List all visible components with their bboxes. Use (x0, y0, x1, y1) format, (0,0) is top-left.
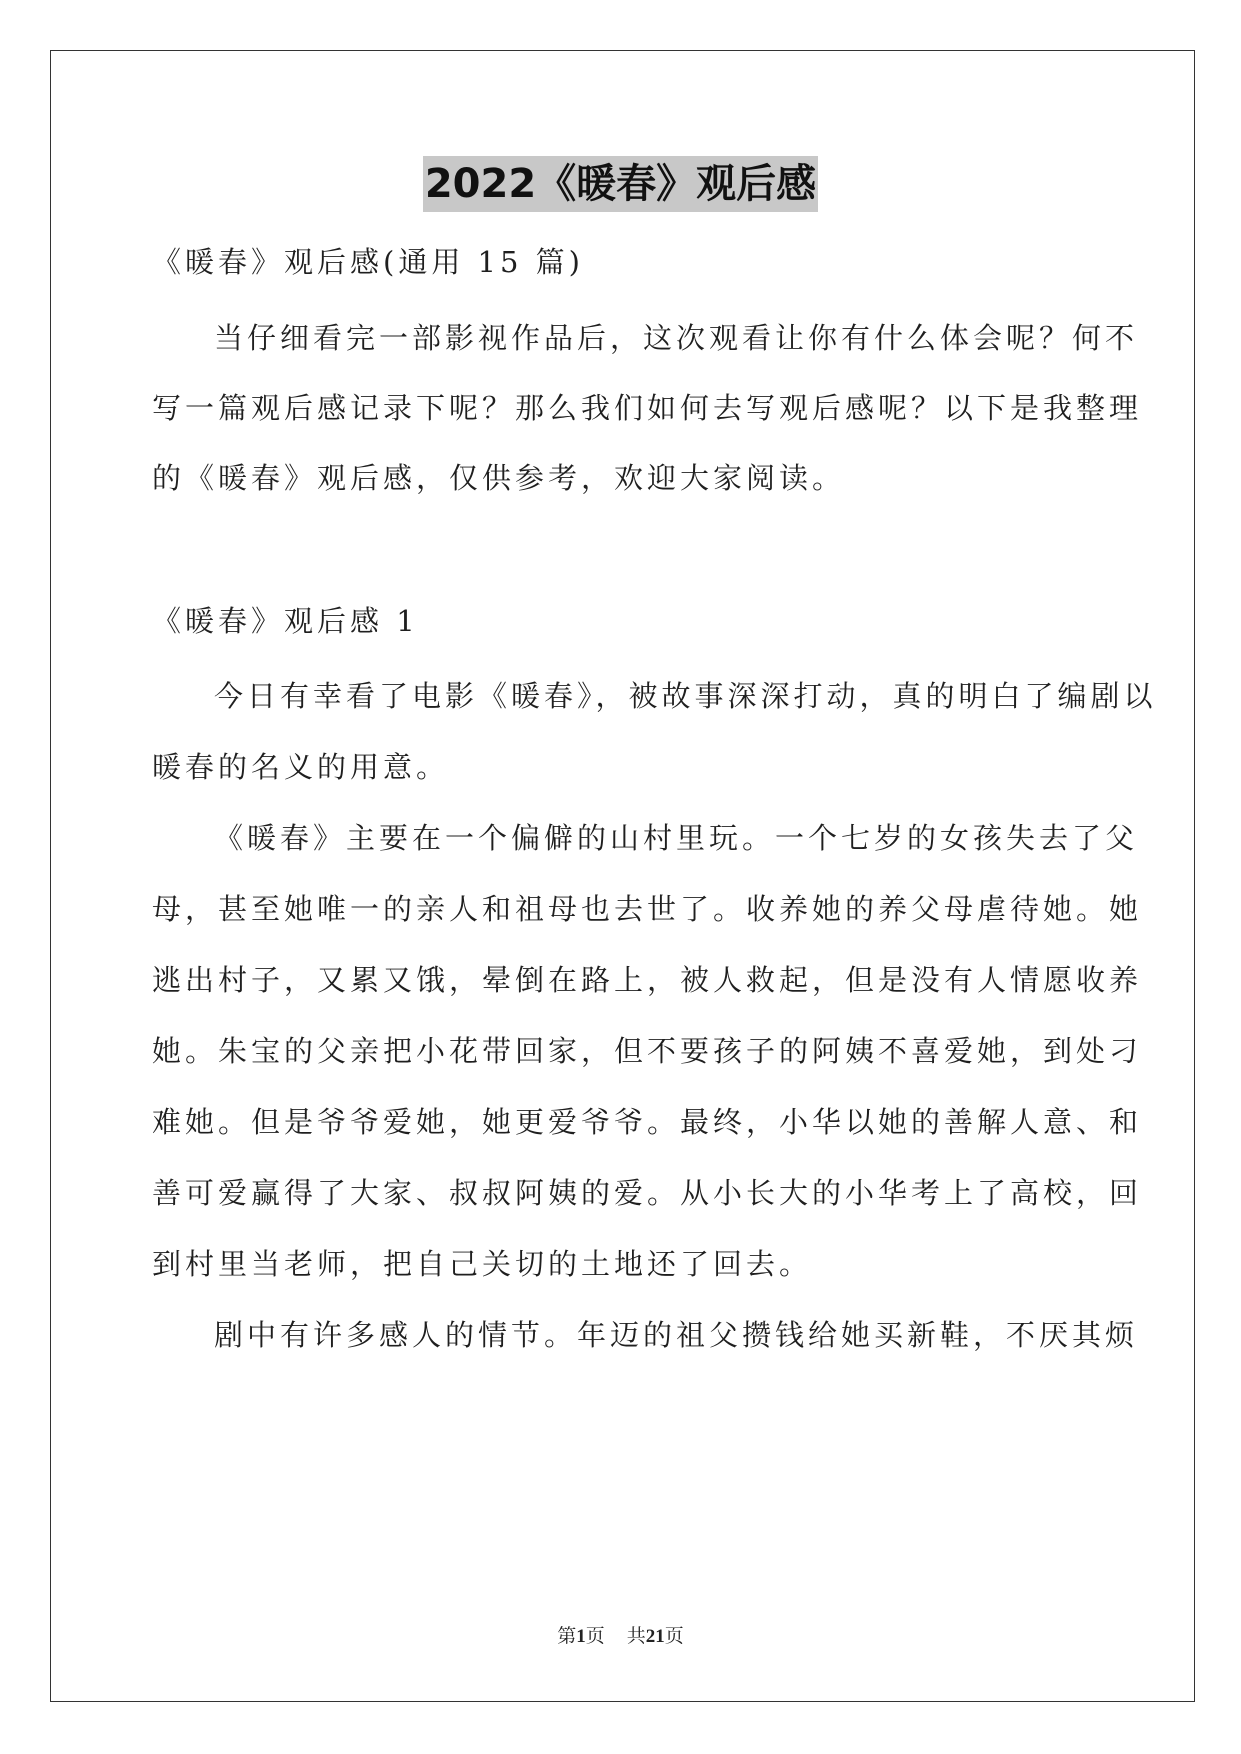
page-number: 1 (576, 1626, 586, 1647)
paragraph-line: 到村里当老师，把自己关切的土地还了回去。 (152, 1247, 813, 1281)
paragraph-line: 暖春的名义的用意。 (152, 750, 450, 784)
intro-paragraph (152, 316, 1143, 501)
total-prefix: 共 (626, 1626, 646, 1647)
paragraph-line: 当仔细看完一部影视作品后，这次观看让你有什么体会呢？何不 (214, 321, 1139, 355)
paragraph-line: 善可爱赢得了大家、叔叔阿姨的爱。从小长大的小华考上了高校，回 (152, 1176, 1143, 1210)
paragraph-line: 写一篇观后感记录下呢？那么我们如何去写观后感呢？以下是我整理 (152, 391, 1143, 425)
section-heading: 《暖春》观后感 1 (152, 604, 419, 638)
total-pages: 21 (645, 1626, 665, 1647)
paragraph-line: 她。朱宝的父亲把小花带回家，但不要孩子的阿姨不喜爱她，到处刁 (152, 1034, 1143, 1068)
paragraph-1 (152, 674, 1157, 790)
total-suffix: 页 (664, 1626, 684, 1647)
paragraph-line: 逃出村子，又累又饿，晕倒在路上，被人救起，但是没有人情愿收养 (152, 963, 1143, 997)
title-container (0, 156, 1241, 212)
document-subtitle: 《暖春》观后感(通用 15 篇) (152, 245, 584, 279)
paragraph-3 (152, 1313, 1139, 1358)
paragraph-line: 母，甚至她唯一的亲人和祖母也去世了。收养她的养父母虐待她。她 (152, 892, 1143, 926)
paragraph-line: 剧中有许多感人的情节。年迈的祖父攒钱给她买新鞋，不厌其烦 (214, 1318, 1139, 1352)
paragraph-line: 《暖春》主要在一个偏僻的山村里玩。一个七岁的女孩失去了父 (214, 821, 1139, 855)
paragraph-line: 难她。但是爷爷爱她，她更爱爷爷。最终，小华以她的善解人意、和 (152, 1105, 1143, 1139)
document-body (152, 236, 1157, 1358)
paragraph-2 (152, 816, 1143, 1287)
page-suffix: 页 (585, 1626, 605, 1647)
paragraph-line: 今日有幸看了电影《暖春》，被故事深深打动，真的明白了编剧以 (214, 679, 1157, 713)
document-title: 2022《暖春》观后感 (423, 156, 818, 212)
page-footer (0, 1624, 1241, 1650)
paragraph-line: 的《暖春》观后感，仅供参考，欢迎大家阅读。 (152, 461, 846, 495)
page-prefix: 第 (557, 1626, 577, 1647)
